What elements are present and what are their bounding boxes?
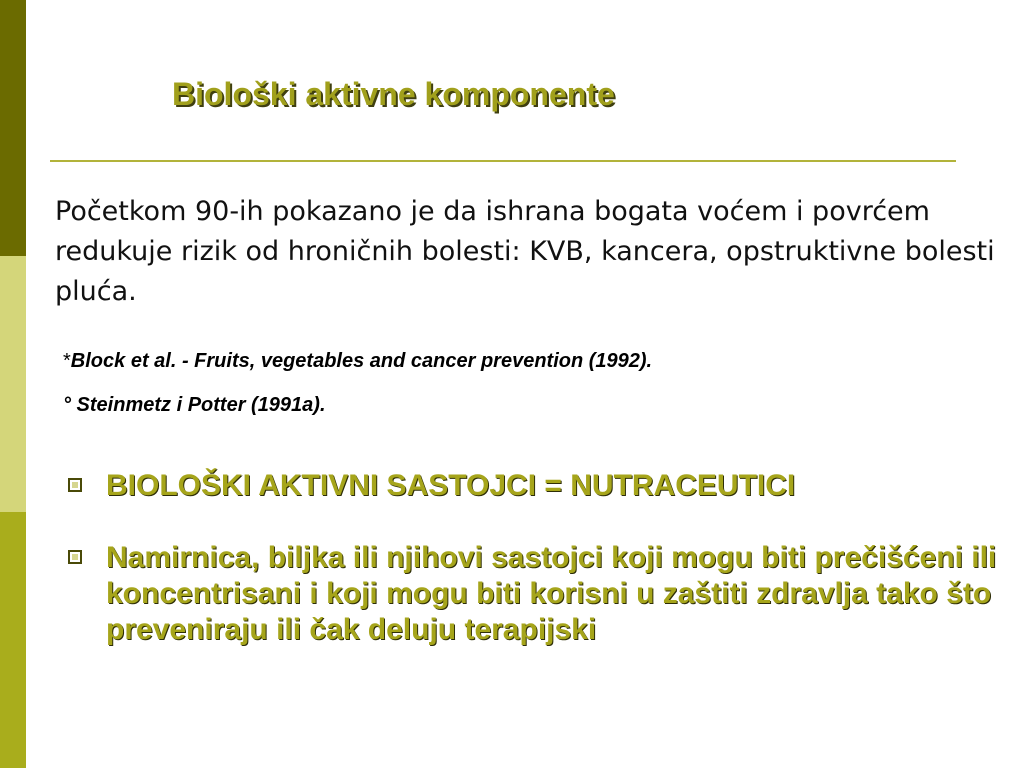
bullet-text: BIOLOŠKI AKTIVNI SASTOJCI = NUTRACEUTICI [106,469,796,502]
bullet-item [66,468,1006,504]
side-bar-top [0,0,26,256]
bullet-list [66,468,1006,684]
bullet-text: Namirnica, biljka ili njihovi sastojci koji mogu biti prečišćeni ili koncentrisani i koji mogu biti korisni u zaštiti zdravlja tako što preveniraju ili čak deluju terapijski [106,541,997,646]
title-divider [50,160,956,162]
side-bar-middle [0,256,26,512]
intro-paragraph: Početkom 90-ih pokazano je da ishrana bogata voćem i povrćem redukuje rizik od hroničnih bolesti: KVB, kancera, opstruktivne bolesti pluća. [55,196,995,307]
side-bar-bottom [0,512,26,768]
reference-text: Block et al. - Fruits, vegetables and cancer prevention (1992). [70,350,653,372]
square-bullet-icon [68,550,82,564]
square-bullet-icon [68,478,82,492]
reference-block-et-al [63,350,652,373]
reference-steinmetz-potter [63,394,326,417]
reference-marker: * [63,350,71,372]
reference-text: ° Steinmetz i Potter (1991a). [63,394,326,416]
slide-title: Biološki aktivne komponente [172,76,615,112]
bullet-item [66,540,1006,648]
